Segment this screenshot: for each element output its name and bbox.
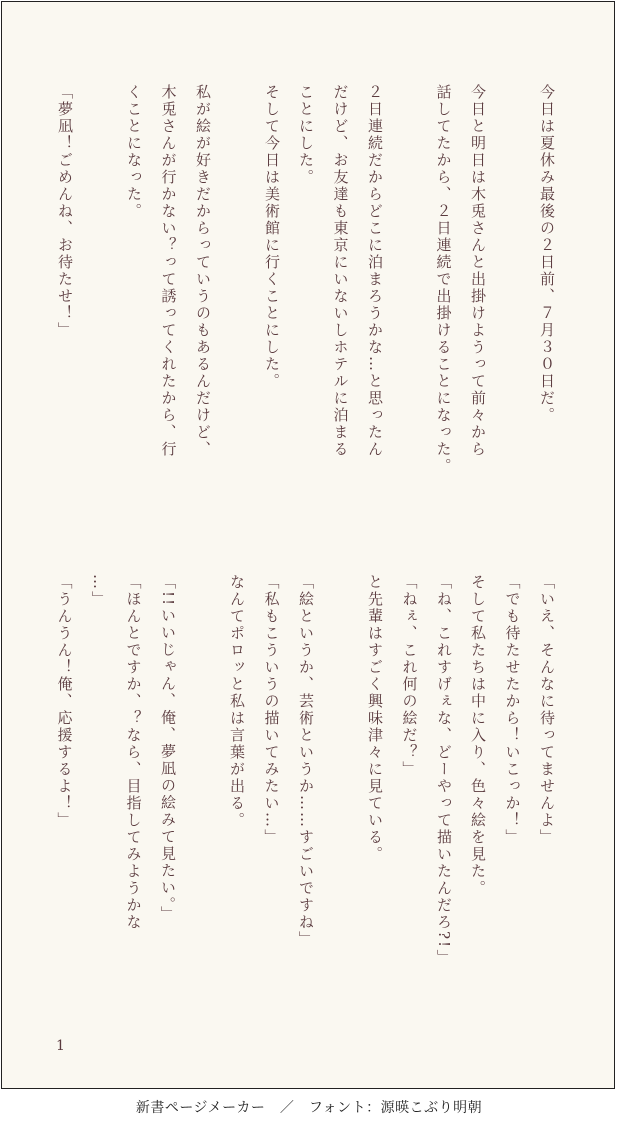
paragraph-looking-art: 「ね、これすげぇな、どーやって描いたんだろ?!」 「ねぇ、これ何の絵だ？」 と先輩はすごく興味津々に見ている。 [366, 574, 453, 967]
dialogue-greeting: 「夢凪！ごめんね、お待たせ！」 [56, 84, 74, 339]
novel-page [1, 1, 615, 1089]
paragraph-impressed: 「絵というか、芸術というか……すごいですね」 「私もこういうの描いてみたい…」 なんてポロッと私は言葉が出る。 [228, 574, 315, 948]
paragraph-opening-date: 今日は夏休み最後の２日前、７月３０日だ。 [538, 84, 556, 424]
paragraph-hotel: ２日連続だからどこに泊まろうかな…と思ったん だけど、お友達も東京にいないしホテルに泊まる ことにした。 [297, 84, 384, 458]
paragraph-entering: 「いえ、そんなに待ってませんよ」 「でも待たせたから！いこっか！」 そして私たちは中に入り、色々絵を見た。 [469, 574, 556, 897]
paragraph-museum: そして今日は美術館に行くことにした。 [263, 84, 281, 390]
paragraph-encouragement: 「!!いいじゃん、俺、夢凪の絵みて見たい。」 「ほんとですか、？なら、目指してみようかな …」 「うんうん！俺、応援するよ！」 [55, 574, 177, 931]
paragraph-invitation: 私が絵が好きだからっていうのもあるんだけど、 木兎さんが行かない？って誘ってくれたから、行 くことになった。 [125, 84, 212, 458]
paragraph-plans: 今日と明日は木兎さんと出掛けようって前々から 話してたから、２日連続で出掛けることになった。 [434, 84, 487, 475]
footer-credit: 新書ページメーカー ／ フォント：源暎こぶり明朝 [135, 1100, 483, 1116]
page-number: 1 [56, 1038, 65, 1054]
